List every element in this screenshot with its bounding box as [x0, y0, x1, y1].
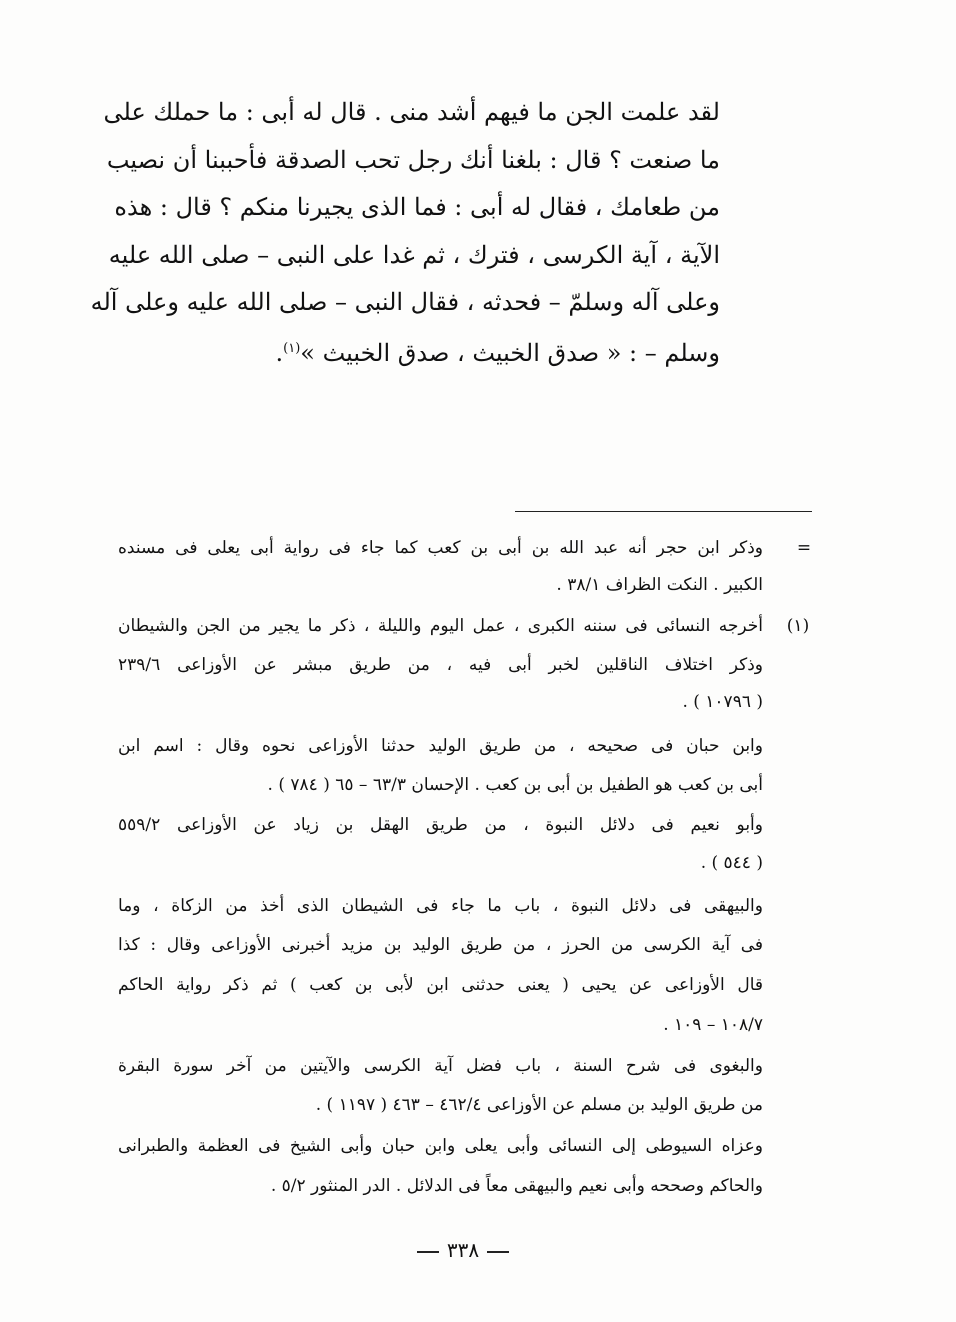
footnote-line: من طريق الوليد بن مسلم عن الأوزاعى ٤٦٢/٤ – ٤٦٣ ( ١١٩٧ ) . [315, 1095, 763, 1115]
footnote-line: فى آية الكرسى من الحرز ، من طريق الوليد بن مزيد أخبرنى الأوزاعى وقال : كذا [118, 935, 763, 955]
footnote-reference[interactable]: (١) [283, 341, 301, 356]
footnote-line: أبى بن كعب هو الطفيل بن أبى بن كعب . الإحسان ٦٣/٣ – ٦٥ ( ٧٨٤ ) . [267, 775, 763, 795]
footnote-line: وابن حبان فى صحيحه ، من طريق الوليد حدثنا الأوزاعى نحوه وقال : اسم ابن [118, 736, 763, 756]
footnote-separator [515, 511, 812, 512]
main-text-line: ما صنعت ؟ قال : بلغنا أنك رجل تحب الصدقة فأحببنا أن نصيب [106, 146, 720, 174]
footnote-number: (١) [786, 616, 810, 636]
main-text-line: وسلم – : « صدق الخبيث ، صدق الخبيث »$^{(١)}$. [275, 339, 720, 367]
footnote-line: والبغوى فى شرح السنة ، باب فضل آية الكرسى والآيتين من آخر سورة البقرة [118, 1056, 763, 1076]
main-text-line: من طعامك ، فقال له أبى : فما الذى يجيرنا منكم ؟ قال : هذه [114, 193, 720, 221]
page-number-dash [487, 1251, 509, 1253]
footnote-line: ( ٥٤٤ ) . [700, 853, 763, 873]
footnote-line: وذكر ابن حجر أنه عبد الله بن أبى بن كعب كما جاء فى رواية أبى يعلى فى مسنده [118, 538, 763, 558]
footnote-line: الكبير . النكت الظراف ٣٨/١ . [556, 575, 763, 595]
footnote-line: قال الأوزاعى عن يحيى ( يعنى حدثنى ابن لأبى بن كعب ) ثم ذكر رواية الحاكم [118, 975, 763, 995]
footnote-line: ( ١٠٧٩٦ ) . [682, 692, 763, 712]
footnote-line: وأبو نعيم فى دلائل النبوة ، من طريق الهقل بن زياد عن الأوزاعى ٥٥٩/٢ [118, 815, 763, 835]
footnote-line: وذكر اختلاف الناقلين لخبر أبى فيه ، من طريق مبشر عن الأوزاعى ٢٣٩/٦ [118, 655, 763, 675]
main-text-line: لقد علمت الجن ما فيهم أشد منى . قال له أبى : ما حملك على [103, 98, 720, 126]
footnote-line: أخرجه النسائى فى سننه الكبرى ، عمل اليوم والليلة ، ذكر ما يجير من الجن والشيطان [118, 616, 763, 636]
footnote-line: وعزاه السيوطى إلى النسائى وأبى يعلى وابن حبان وأبى الشيخ فى العظمة والطبرانى [118, 1136, 763, 1156]
continuation-marker: = [796, 538, 812, 558]
main-text-line-content: وسلم – : « صدق الخبيث ، صدق الخبيث » [300, 339, 720, 367]
page-number-value: ٣٣٨ [446, 1238, 480, 1262]
main-text-line: الآية ، آية الكرسى ، فترك ، ثم غدا على النبى – صلى الله عليه [108, 241, 720, 269]
footnote-line: والحاكم وصححه وأبى نعيم والبيهقى معاً فى الدلائل . الدر المنثور ٥/٢ . [270, 1176, 763, 1196]
main-text-line: وعلى آله وسلمّ – فحدثه ، فقال النبى – صلى الله عليه وعلى آله [90, 288, 720, 316]
page-number-dash [417, 1251, 439, 1253]
footnote-line: والبيهقى فى دلائل النبوة ، باب ما جاء فى الشيطان الذى أخذ من الزكاة ، وما [118, 896, 763, 916]
footnote-line: ١٠٨/٧ – ١٠٩ . [663, 1015, 763, 1035]
page-number [398, 1235, 528, 1265]
